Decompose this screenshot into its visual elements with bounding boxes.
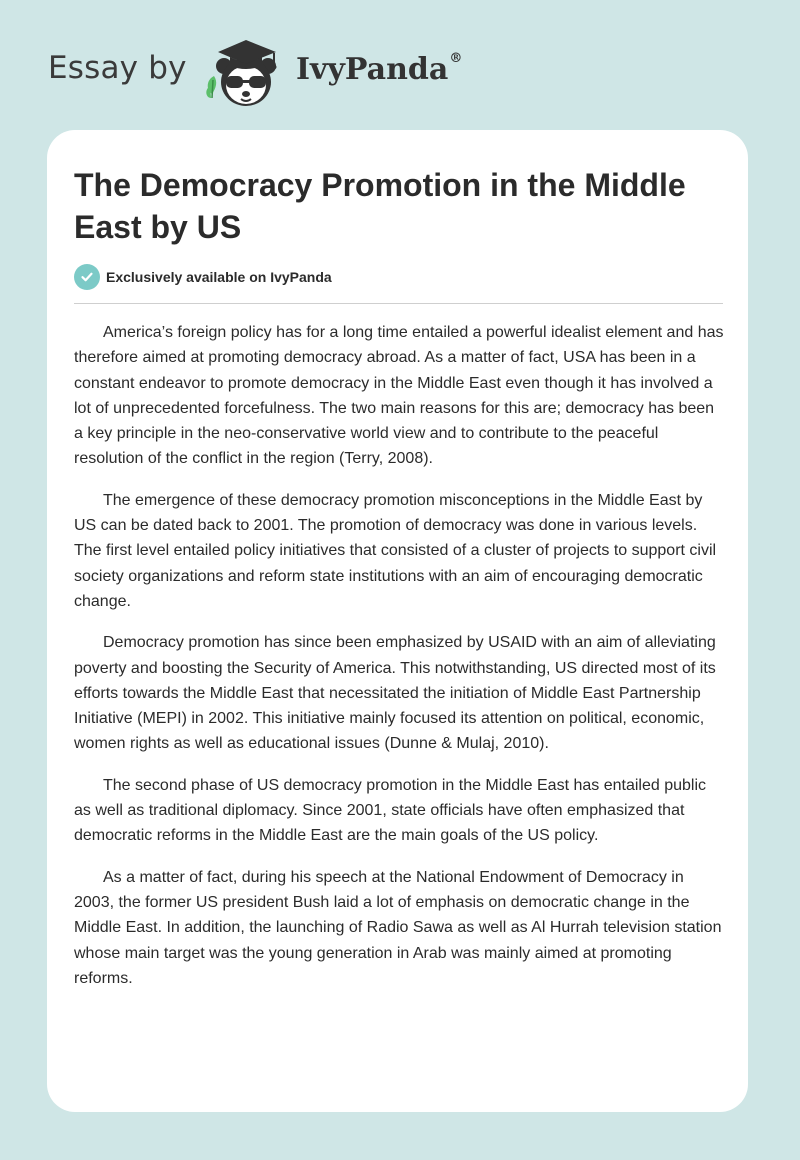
trademark-symbol: ®	[449, 51, 463, 66]
essay-paragraph: The second phase of US democracy promotion in the Middle East has entailed public as well as traditional diplomacy. Since 2001, state officials have often emphasized that democratic reforms in the Middle East are the main goals of the US policy.	[74, 776, 707, 845]
page-title: The Democracy Promotion in the Middle East by US	[74, 167, 686, 245]
essay-body	[74, 320, 726, 1007]
essay-by-label: Essay by	[48, 50, 187, 86]
brand-name[interactable]	[296, 52, 462, 87]
essay-card	[47, 130, 748, 1112]
exclusive-badge	[74, 264, 332, 290]
exclusive-badge-label: Exclusively available on IvyPanda	[106, 269, 332, 285]
essay-paragraph: Democracy promotion has since been emphasized by USAID with an aim of alleviating poverty and boosting the Security of America. This notwithstanding, US directed most of its efforts towards the Middle East that necessitated the initiation of Middle East Partnership Initiative (MEPI) in 2002. This initiative mainly focused its attention on political, economic, women rights as well as educational issues (Dunne & Mulaj, 2010).	[74, 634, 716, 753]
panda-graduate-logo-icon[interactable]	[200, 36, 292, 112]
title-divider	[74, 303, 723, 304]
essay-paragraph: As a matter of fact, during his speech at the National Endowment of Democracy in 2003, the former US president Bush laid a lot of emphasis on democratic change in the Middle East. In addition, the launching of Radio Sawa as well as Al Hurrah television station whose main target was the young generation in Arab was mainly aimed at promoting reforms.	[74, 868, 722, 987]
brand-name-text: IvyPanda	[296, 52, 449, 87]
essay-paragraph: The emergence of these democracy promotion misconceptions in the Middle East by US can be dated back to 2001. The promotion of democracy was done in various levels. The first level entailed policy initiatives that consisted of a cluster of projects to support civil society organizations and reform state institutions with an aim of encouraging democratic change.	[74, 491, 717, 610]
check-circle-icon	[74, 264, 100, 290]
essay-paragraph: America’s foreign policy has for a long time entailed a powerful idealist element and has therefore aimed at promoting democracy abroad. As a matter of fact, USA has been in a constant endeavor to promote democracy in the Middle East even though it has involved a lot of unprecedented forcefulness. The two main reasons for this are; democracy has been a key principle in the neo-conservative world view and to contribute to the peaceful resolution of the conflict in the region (Terry, 2008).	[74, 324, 724, 468]
site-header	[0, 0, 800, 120]
